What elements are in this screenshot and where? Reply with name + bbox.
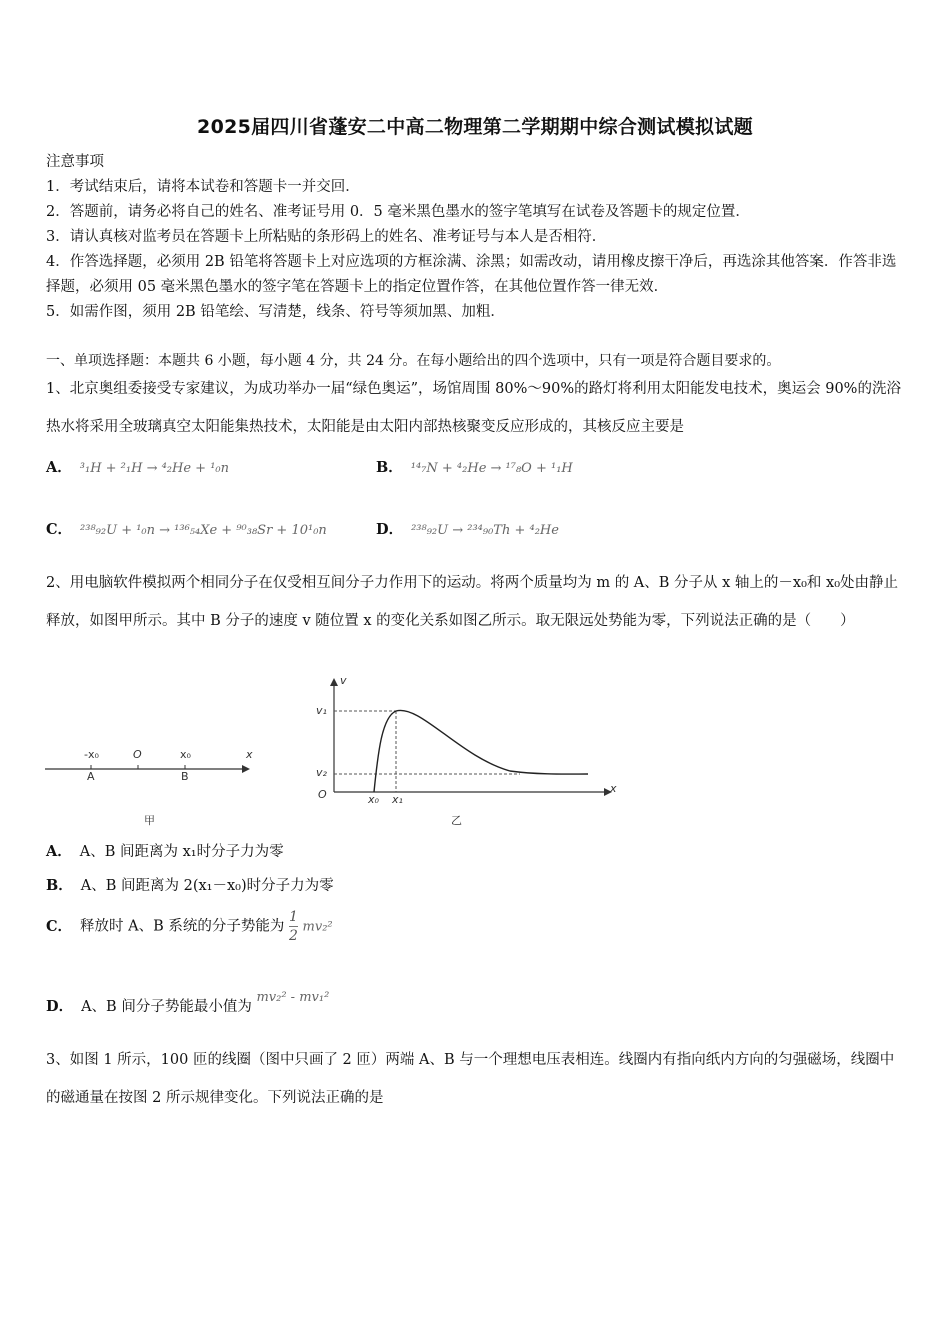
option-label: D．	[376, 521, 404, 538]
tick-label-x0: x₀	[180, 748, 191, 761]
option-label: B．	[46, 877, 73, 894]
q1-option-a	[46, 456, 229, 477]
figure-caption: 甲	[144, 814, 155, 827]
question-3-stem: 3、如图 1 所示，100 匝的线圈（图中只画了 2 匝）两端 A、B 与一个理想电压表相连。线圈内有指向纸内方向的匀强磁场，线圈中的磁通量在按图 2 所示规律变化。下列说法正确的是	[46, 1052, 895, 1106]
q1-option-c	[46, 518, 327, 539]
origin-label: O	[318, 788, 327, 801]
tick-label-neg-x0: -x₀	[84, 748, 99, 761]
axis-label-x: x	[610, 782, 617, 795]
tick-label-x0: x₀	[368, 793, 379, 806]
tick-label-x1: x₁	[392, 793, 403, 806]
axis-label-v: v	[340, 674, 347, 687]
option-text: A、B 间距离为 2(x₁－x₀)时分子力为零	[80, 878, 334, 894]
formula: ¹⁴₇N + ⁴₂He → ¹⁷₈O + ¹₁H	[410, 461, 573, 476]
figure-yi	[310, 672, 630, 832]
option-label: A．	[46, 843, 72, 860]
q1-option-d	[376, 518, 559, 539]
q2-option-a	[46, 840, 284, 861]
option-text: A、B 间分子势能最小值为	[81, 999, 252, 1015]
point-label-b: B	[181, 770, 189, 783]
velocity-curve	[374, 710, 588, 792]
notice-item: 3．请认真核对监考员在答题卡上所粘贴的条形码上的姓名、准考证号与本人是否相符．	[46, 229, 607, 245]
tick-label-origin: O	[133, 748, 142, 761]
page-title: 2025届四川省蓬安二中高二物理第二学期期中综合测试模拟试题	[197, 116, 753, 138]
figure-jia	[40, 740, 270, 835]
notice-item: 1．考试结束后，请将本试卷和答题卡一并交回．	[46, 179, 360, 195]
tick-label-v2: v₂	[316, 766, 327, 779]
q2-option-d	[46, 990, 330, 1016]
section-heading: 一、单项选择题：本题共 6 小题，每小题 4 分，共 24 分。在每小题给出的四个选项中，只有一项是符合题目要求的。	[46, 353, 781, 369]
notice-item: 5．如需作图，须用 2B 铅笔绘、写清楚，线条、符号等须加黑、加粗．	[46, 304, 505, 320]
figure-caption: 乙	[451, 814, 462, 827]
option-label: C．	[46, 917, 73, 935]
option-label: A．	[46, 459, 72, 476]
notice-item: 4．作答选择题，必须用 2B 铅笔将答题卡上对应选项的方框涂满、涂黑；如需改动，请用橡皮擦干净后，再选涂其他答案．作答非选择题，必须用 05 毫米黑色墨水的签字笔在答题卡上的指定位置作答，在其他位置作答一律无效．	[46, 254, 897, 295]
formula: ²³⁸₉₂U → ²³⁴₉₀Th + ⁴₂He	[411, 523, 559, 538]
option-label: B．	[376, 459, 403, 476]
formula: ²³⁸₉₂U + ¹₀n → ¹³⁶₅₄Xe + ⁹⁰₃₈Sr + 10¹₀n	[80, 523, 327, 538]
option-text: A、B 间距离为 x₁时分子力为零	[79, 844, 284, 860]
q2-option-b	[46, 874, 334, 895]
option-label: C．	[46, 521, 73, 538]
question-2-stem: 2、用电脑软件模拟两个相同分子在仅受相互间分子力作用下的运动。将两个质量均为 m 的 A、B 分子从 x 轴上的－x₀和 x₀处由静止释放，如图甲所示。其中 B 分子的速度 v 随位置 x 的变化关系如图乙所示。取无限远处势能为零，下列说法正确的是（ ）	[46, 575, 899, 629]
notice-item: 2．答题前，请务必将自己的姓名、准考证号用 0．5 毫米黑色墨水的签字笔填写在试卷及答题卡的规定位置．	[46, 204, 750, 220]
q2-option-c	[46, 908, 333, 945]
option-text: 释放时 A、B 系统的分子势能为	[80, 918, 285, 935]
q1-option-b	[376, 456, 573, 477]
notice-block	[46, 150, 908, 325]
formula: mv₂² - mv₁²	[256, 990, 330, 1005]
formula: ³₁H + ²₁H → ⁴₂He + ¹₀n	[79, 461, 230, 476]
fraction	[289, 908, 298, 945]
point-label-a: A	[87, 770, 95, 783]
option-label: D．	[46, 998, 74, 1015]
fraction-denominator: 2	[289, 928, 298, 944]
axis-label-x: x	[246, 748, 253, 761]
notice-heading: 注意事项	[46, 154, 104, 170]
question-1-stem: 1、北京奥组委接受专家建议，为成功举办一届“绿色奥运”，场馆周围 80%～90%的路灯将利用太阳能发电技术，奥运会 90%的洗浴热水将采用全玻璃真空太阳能集热技术，太阳能是由太阳内部热核聚变反应形成的，其核反应主要是	[46, 381, 901, 435]
formula: mv₂²	[302, 919, 333, 935]
fraction-numerator: 1	[289, 909, 298, 925]
tick-label-v1: v₁	[316, 704, 327, 717]
